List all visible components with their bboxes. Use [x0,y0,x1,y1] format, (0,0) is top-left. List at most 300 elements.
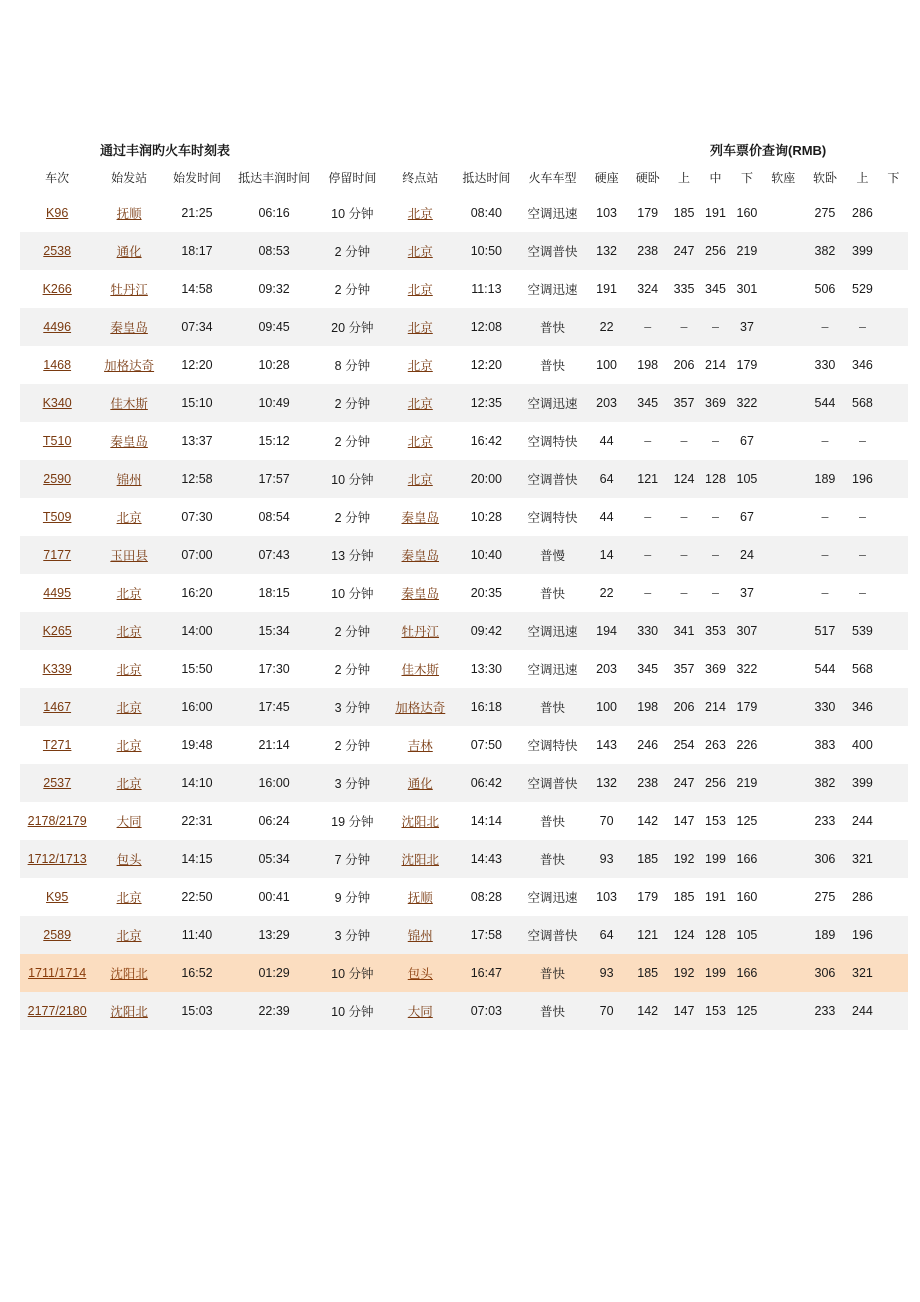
cell-soft-sleeper-upper: – [846,308,879,346]
table-row [20,764,908,802]
cell-terminal-station[interactable] [387,612,454,650]
cell-origin-station[interactable] [94,992,163,1030]
table-row [20,612,908,650]
table-row [20,954,908,992]
cell-soft-sleeper-lower [879,460,908,498]
cell-terminal-station[interactable] [387,650,454,688]
cell-arrival-time: 08:28 [470,890,502,904]
cell-hard-sleeper-lower: 219 [731,764,762,802]
cell-hard-sleeper: – [644,586,652,600]
cell-terminal-station[interactable] [387,460,454,498]
cell-stop-duration: 2 分钟 [318,384,387,422]
cell-origin-station[interactable] [94,498,163,536]
cell-terminal-station[interactable] [387,802,454,840]
cell-origin-station[interactable] [94,764,163,802]
cell-soft-sleeper: – [821,586,829,600]
cell-hard-sleeper: 142 [637,814,659,828]
cell-terminal-station-link[interactable]: 北京 [407,283,433,297]
cell-origin-station-link[interactable]: 通化 [116,245,142,259]
cell-stop-duration: 8 分钟 [334,359,371,373]
cell-train-type: 普慢 [519,536,586,574]
cell-terminal-station[interactable] [387,688,454,726]
table-row [20,422,908,460]
cell-terminal-station[interactable] [387,536,454,574]
cell-terminal-station-link[interactable]: 佳木斯 [401,663,440,677]
cell-train-number-link[interactable]: 4495 [43,586,72,600]
cell-soft-sleeper-lower [879,992,908,1030]
cell-hard-sleeper-lower: 322 [731,384,762,422]
cell-stop-duration: 10 分钟 [318,460,387,498]
cell-origin-station-link[interactable]: 秦皇岛 [110,321,148,335]
cell-train-type: 空调普快 [519,232,586,270]
table-row [20,194,908,232]
table-row [20,916,908,954]
col-stop-duration: 停留时间 [328,171,377,185]
cell-train-number[interactable] [20,688,94,726]
cell-hard-seat: 194 [586,612,627,650]
cell-train-number-link[interactable]: 2538 [43,244,72,258]
cell-train-number-link[interactable]: T510 [42,434,72,448]
cell-stop-duration: 3 分钟 [318,764,387,802]
col-train-number: 车次 [45,171,70,185]
cell-hard-sleeper-middle: 256 [700,232,731,270]
cell-terminal-station-link[interactable]: 沈阳北 [401,815,440,829]
cell-soft-sleeper-lower [879,878,908,916]
cell-train-number[interactable] [20,612,94,650]
cell-arrival-fengrun-time: 13:29 [230,916,318,954]
table-row [20,650,908,688]
cell-terminal-station[interactable] [387,498,454,536]
cell-hard-sleeper: – [627,536,668,574]
cell-arrival-fengrun-time: 09:45 [230,308,318,346]
cell-hard-sleeper-lower: 322 [736,662,758,676]
cell-arrival-time: 14:43 [454,840,519,878]
cell-soft-seat [763,916,804,954]
cell-origin-station[interactable] [94,878,163,916]
cell-terminal-station-link[interactable]: 大同 [407,1005,433,1019]
cell-train-type: 普快 [539,587,565,601]
cell-hard-sleeper-middle: 369 [700,384,731,422]
cell-soft-sleeper-upper: 346 [846,688,879,726]
col-train-type: 火车车型 [528,171,577,185]
cell-origin-station[interactable] [94,802,163,840]
cell-soft-sleeper: 189 [804,916,846,954]
cell-hard-sleeper-lower: 179 [736,358,758,372]
cell-terminal-station-link[interactable]: 牡丹江 [401,625,440,639]
cell-terminal-station[interactable] [387,308,454,346]
cell-hard-seat: 132 [586,232,627,270]
cell-origin-station[interactable] [94,726,163,764]
cell-origin-station[interactable] [94,308,163,346]
cell-hard-seat: 103 [596,890,618,904]
cell-arrival-time: 20:00 [454,460,519,498]
cell-hard-sleeper-lower: 160 [736,890,758,904]
cell-arrival-fengrun-time: 05:34 [230,840,318,878]
table-row [20,574,908,612]
cell-terminal-station[interactable] [387,194,454,232]
cell-arrival-time: 12:20 [470,358,502,372]
cell-terminal-station-link[interactable]: 北京 [407,435,433,449]
cell-hard-seat: 203 [596,662,618,676]
cell-train-number[interactable] [20,574,94,612]
cell-terminal-station[interactable] [387,992,454,1030]
cell-terminal-station-link[interactable]: 加格达奇 [395,701,446,715]
cell-hard-sleeper-middle: 199 [700,954,731,992]
cell-terminal-station[interactable] [387,384,454,422]
cell-terminal-station[interactable] [387,954,454,992]
cell-hard-sleeper: 121 [627,916,668,954]
cell-train-number-link[interactable]: 2589 [43,928,72,942]
cell-soft-seat [763,384,804,422]
cell-arrival-fengrun-time: 15:12 [258,434,290,448]
cell-soft-sleeper-upper: 529 [852,282,873,296]
cell-hard-sleeper-middle: 263 [705,738,726,752]
cell-departure-time: 07:00 [164,536,230,574]
cell-origin-station[interactable] [94,612,163,650]
cell-origin-station-link[interactable]: 北京 [116,777,142,791]
col-hard-seat: 硬座 [594,171,619,185]
cell-soft-sleeper: – [821,434,829,448]
cell-train-number[interactable] [20,916,94,954]
cell-train-number[interactable] [20,232,94,270]
cell-train-number[interactable] [20,954,94,992]
cell-train-number-link[interactable]: 1468 [43,358,72,372]
cell-hard-sleeper-upper: 341 [668,612,699,650]
col-hard-sleeper-lower: 下 [740,171,753,185]
cell-hard-seat: 191 [596,282,618,296]
cell-stop-duration: 2 分钟 [334,739,371,753]
cell-origin-station[interactable] [94,954,163,992]
cell-stop-duration: 10 分钟 [318,992,387,1030]
cell-train-number[interactable] [20,764,94,802]
cell-train-number-link[interactable]: 2537 [43,776,72,790]
table-row [20,992,908,1030]
cell-train-number[interactable] [20,498,94,536]
cell-departure-time: 16:52 [164,954,230,992]
col-hard-sleeper-middle: 中 [709,171,722,185]
cell-origin-station[interactable] [94,916,163,954]
table-row [20,498,908,536]
cell-train-number-link[interactable]: 7177 [43,548,72,562]
cell-hard-sleeper-lower: 125 [736,814,758,828]
cell-origin-station-link[interactable]: 北京 [116,929,142,943]
cell-train-type: 普快 [539,815,565,829]
cell-origin-station[interactable] [94,688,163,726]
cell-stop-duration: 3 分钟 [318,688,387,726]
cell-hard-sleeper-middle: 128 [700,916,731,954]
cell-hard-sleeper-upper: 335 [673,282,695,296]
cell-soft-sleeper-upper: 321 [846,954,879,992]
cell-origin-station-link[interactable]: 北京 [116,511,142,525]
cell-hard-seat: 132 [586,764,627,802]
cell-soft-sleeper-upper: 568 [846,384,879,422]
cell-arrival-time: 17:58 [454,916,519,954]
cell-terminal-station-link[interactable]: 抚顺 [407,891,433,905]
cell-origin-station-link[interactable]: 北京 [116,701,142,715]
cell-terminal-station[interactable] [387,840,454,878]
cell-origin-station-link[interactable]: 沈阳北 [110,967,148,981]
cell-hard-sleeper-upper: – [680,586,688,600]
cell-origin-station-link[interactable]: 沈阳北 [110,1005,148,1019]
cell-origin-station[interactable] [94,232,163,270]
cell-soft-sleeper-lower [879,688,908,726]
cell-hard-sleeper-lower: 105 [731,916,762,954]
cell-arrival-time: 14:14 [470,814,502,828]
cell-origin-station-link[interactable]: 锦州 [116,473,142,487]
cell-terminal-station-link[interactable]: 秦皇岛 [401,511,440,525]
cell-terminal-station[interactable] [387,270,454,308]
cell-train-number-link[interactable]: 1711/1714 [28,966,87,980]
cell-train-number[interactable] [20,308,94,346]
cell-train-number-link[interactable]: 1467 [43,700,72,714]
cell-origin-station[interactable] [94,460,163,498]
cell-hard-sleeper: – [644,434,652,448]
cell-departure-time: 22:31 [181,814,213,828]
cell-hard-sleeper-middle: 256 [700,764,731,802]
cell-hard-seat: 22 [586,308,627,346]
cell-origin-station[interactable] [94,194,163,232]
cell-origin-station-link[interactable]: 抚顺 [116,207,142,221]
cell-hard-sleeper: – [644,510,652,524]
cell-origin-station-link[interactable]: 北京 [116,663,142,677]
cell-train-number-link[interactable]: K339 [42,662,72,676]
cell-arrival-fengrun-time: 21:14 [258,738,290,752]
cell-train-type: 空调普快 [519,764,586,802]
cell-terminal-station-link[interactable]: 北京 [407,359,433,373]
cell-hard-seat: 100 [596,358,618,372]
cell-hard-sleeper-lower: 307 [731,612,762,650]
cell-origin-station[interactable] [94,536,163,574]
cell-origin-station-link[interactable]: 玉田县 [110,549,148,563]
cell-train-type: 普快 [519,992,586,1030]
col-soft-sleeper-lower: 下 [887,171,900,185]
train-timetable [20,164,908,1030]
cell-origin-station-link[interactable]: 佳木斯 [110,397,148,411]
cell-train-number-link[interactable]: 2177/2180 [27,1004,87,1018]
cell-hard-seat: 22 [599,586,614,600]
cell-origin-station-link[interactable]: 北京 [116,739,142,753]
cell-terminal-station-link[interactable]: 秦皇岛 [401,549,440,563]
cell-terminal-station-link[interactable]: 北京 [407,245,433,259]
cell-terminal-station-link[interactable]: 通化 [407,777,433,791]
cell-terminal-station[interactable] [387,346,454,384]
cell-hard-sleeper-upper: 124 [668,460,699,498]
col-arrival-time: 抵达时间 [462,171,511,185]
cell-terminal-station-link[interactable]: 沈阳北 [401,853,440,867]
cell-soft-sleeper-lower [879,764,908,802]
cell-hard-sleeper-middle: 191 [705,206,726,220]
col-soft-sleeper-upper: 上 [856,171,869,185]
cell-hard-sleeper: 345 [627,384,668,422]
cell-train-number[interactable] [20,346,94,384]
cell-hard-sleeper-upper: 206 [673,358,695,372]
cell-terminal-station-link[interactable]: 北京 [407,473,433,487]
cell-stop-duration: 2 分钟 [334,435,371,449]
cell-terminal-station[interactable] [387,764,454,802]
cell-hard-sleeper-middle: 199 [700,840,731,878]
cell-train-type: 空调特快 [527,511,578,525]
cell-train-number[interactable] [20,726,94,764]
cell-train-number-link[interactable]: K265 [42,624,72,638]
cell-origin-station-link[interactable]: 牡丹江 [110,283,148,297]
cell-terminal-station-link[interactable]: 北京 [407,321,433,335]
cell-terminal-station-link[interactable]: 秦皇岛 [401,587,440,601]
cell-train-type: 空调迅速 [527,663,578,677]
table-row [20,308,908,346]
cell-origin-station[interactable] [94,346,163,384]
cell-train-type: 普快 [519,954,586,992]
cell-hard-sleeper-middle: – [712,586,719,600]
cell-train-type: 普快 [519,688,586,726]
cell-soft-sleeper-lower [879,802,908,840]
cell-terminal-station-link[interactable]: 包头 [407,967,433,981]
cell-hard-seat: 93 [586,840,627,878]
cell-train-number[interactable] [20,270,94,308]
cell-soft-sleeper-lower [879,308,908,346]
cell-hard-sleeper: 121 [627,460,668,498]
cell-hard-sleeper-upper: 147 [668,992,699,1030]
cell-arrival-fengrun-time: 17:57 [230,460,318,498]
cell-hard-sleeper-upper: – [680,510,688,524]
cell-soft-sleeper-lower [879,726,908,764]
cell-terminal-station[interactable] [387,422,454,460]
cell-soft-sleeper-upper: 346 [852,358,873,372]
cell-origin-station[interactable] [94,840,163,878]
cell-terminal-station-link[interactable]: 北京 [407,397,433,411]
cell-origin-station-link[interactable]: 北京 [116,891,142,905]
cell-soft-sleeper-upper: – [858,510,866,524]
cell-hard-sleeper-upper: 247 [668,764,699,802]
cell-soft-seat [763,422,804,460]
cell-train-number[interactable] [20,878,94,916]
cell-train-number-link[interactable]: 2590 [43,472,72,486]
cell-arrival-time: 12:35 [454,384,519,422]
col-hard-sleeper: 硬卧 [635,171,660,185]
cell-arrival-time: 11:13 [471,282,502,296]
cell-origin-station[interactable] [94,574,163,612]
cell-origin-station[interactable] [94,650,163,688]
cell-train-number[interactable] [20,460,94,498]
cell-terminal-station-link[interactable]: 北京 [407,207,433,221]
cell-train-number-link[interactable]: 2178/2179 [27,814,87,828]
cell-soft-sleeper-lower [879,574,908,612]
cell-soft-sleeper-upper: 568 [852,662,873,676]
cell-soft-sleeper-lower [879,422,908,460]
table-row [20,460,908,498]
cell-hard-sleeper-middle: 214 [700,688,731,726]
cell-hard-sleeper-upper: 357 [673,662,695,676]
cell-stop-duration: 20 分钟 [318,308,387,346]
cell-hard-sleeper-upper: 254 [673,738,695,752]
cell-arrival-fengrun-time: 18:15 [258,586,290,600]
cell-terminal-station[interactable] [387,232,454,270]
cell-hard-sleeper-lower: 301 [736,282,758,296]
cell-train-number[interactable] [20,992,94,1030]
cell-train-number[interactable] [20,802,94,840]
cell-origin-station-link[interactable]: 加格达奇 [104,359,155,373]
cell-hard-sleeper-middle: – [712,434,719,448]
cell-soft-sleeper-upper: 286 [852,890,873,904]
cell-terminal-station-link[interactable]: 吉林 [407,739,433,753]
col-arrival-fengrun-time: 抵达丰润时间 [238,171,311,185]
cell-origin-station-link[interactable]: 秦皇岛 [110,435,148,449]
cell-origin-station[interactable] [94,384,163,422]
cell-arrival-fengrun-time: 10:28 [258,358,290,372]
cell-hard-sleeper: 179 [637,206,659,220]
cell-soft-seat [763,726,804,764]
cell-terminal-station-link[interactable]: 锦州 [407,929,433,943]
cell-train-number-link[interactable]: 4496 [43,320,72,334]
cell-origin-station-link[interactable]: 包头 [116,853,142,867]
cell-departure-time: 22:50 [181,890,213,904]
cell-soft-sleeper-lower [879,346,908,384]
cell-hard-sleeper-lower: 67 [740,434,754,448]
cell-hard-sleeper-middle: 214 [705,358,726,372]
cell-train-number[interactable] [20,194,94,232]
cell-train-number[interactable] [20,384,94,422]
cell-stop-duration: 7 分钟 [318,840,387,878]
cell-arrival-fengrun-time: 08:54 [258,510,290,524]
cell-train-number-link[interactable]: K96 [46,206,69,220]
cell-soft-sleeper-upper: 244 [846,992,879,1030]
cell-arrival-time: 16:47 [454,954,519,992]
cell-train-number-link[interactable]: K266 [42,282,72,296]
cell-hard-sleeper-lower: 37 [731,308,762,346]
cell-terminal-station[interactable] [387,574,454,612]
cell-soft-seat [763,194,804,232]
cell-hard-sleeper-upper: – [680,434,688,448]
cell-soft-sleeper: 189 [804,460,846,498]
cell-hard-sleeper: 185 [627,954,668,992]
cell-train-number-link[interactable]: 1712/1713 [27,852,87,866]
cell-soft-sleeper: 383 [814,738,836,752]
cell-origin-station[interactable] [94,270,163,308]
table-row [20,232,908,270]
cell-terminal-station[interactable] [387,726,454,764]
cell-origin-station[interactable] [94,422,163,460]
cell-train-number[interactable] [20,422,94,460]
cell-soft-sleeper: 233 [814,814,836,828]
cell-origin-station-link[interactable]: 大同 [116,815,142,829]
cell-terminal-station[interactable] [387,878,454,916]
cell-terminal-station[interactable] [387,916,454,954]
cell-train-number-link[interactable]: K340 [42,396,72,410]
cell-train-number[interactable] [20,536,94,574]
cell-hard-sleeper-lower: 67 [740,510,754,524]
col-soft-seat: 软座 [771,171,796,185]
cell-soft-sleeper-lower [879,650,908,688]
cell-train-number-link[interactable]: K95 [46,890,69,904]
cell-soft-sleeper-upper: 196 [846,916,879,954]
cell-hard-sleeper-middle: 191 [705,890,726,904]
cell-departure-time: 18:17 [164,232,230,270]
cell-origin-station-link[interactable]: 北京 [116,625,142,639]
cell-train-number-link[interactable]: T271 [42,738,72,752]
cell-hard-sleeper: 142 [627,992,668,1030]
cell-hard-seat: 100 [586,688,627,726]
cell-hard-sleeper-middle: – [700,536,731,574]
cell-train-number[interactable] [20,840,94,878]
cell-arrival-time: 08:40 [470,206,502,220]
cell-train-number[interactable] [20,650,94,688]
cell-hard-sleeper: 330 [627,612,668,650]
table-row [20,384,908,422]
cell-train-number-link[interactable]: T509 [42,510,72,524]
cell-hard-sleeper-middle: – [712,510,719,524]
cell-origin-station-link[interactable]: 北京 [116,587,142,601]
cell-stop-duration: 2 分钟 [318,232,387,270]
cell-hard-sleeper-lower: 219 [731,232,762,270]
